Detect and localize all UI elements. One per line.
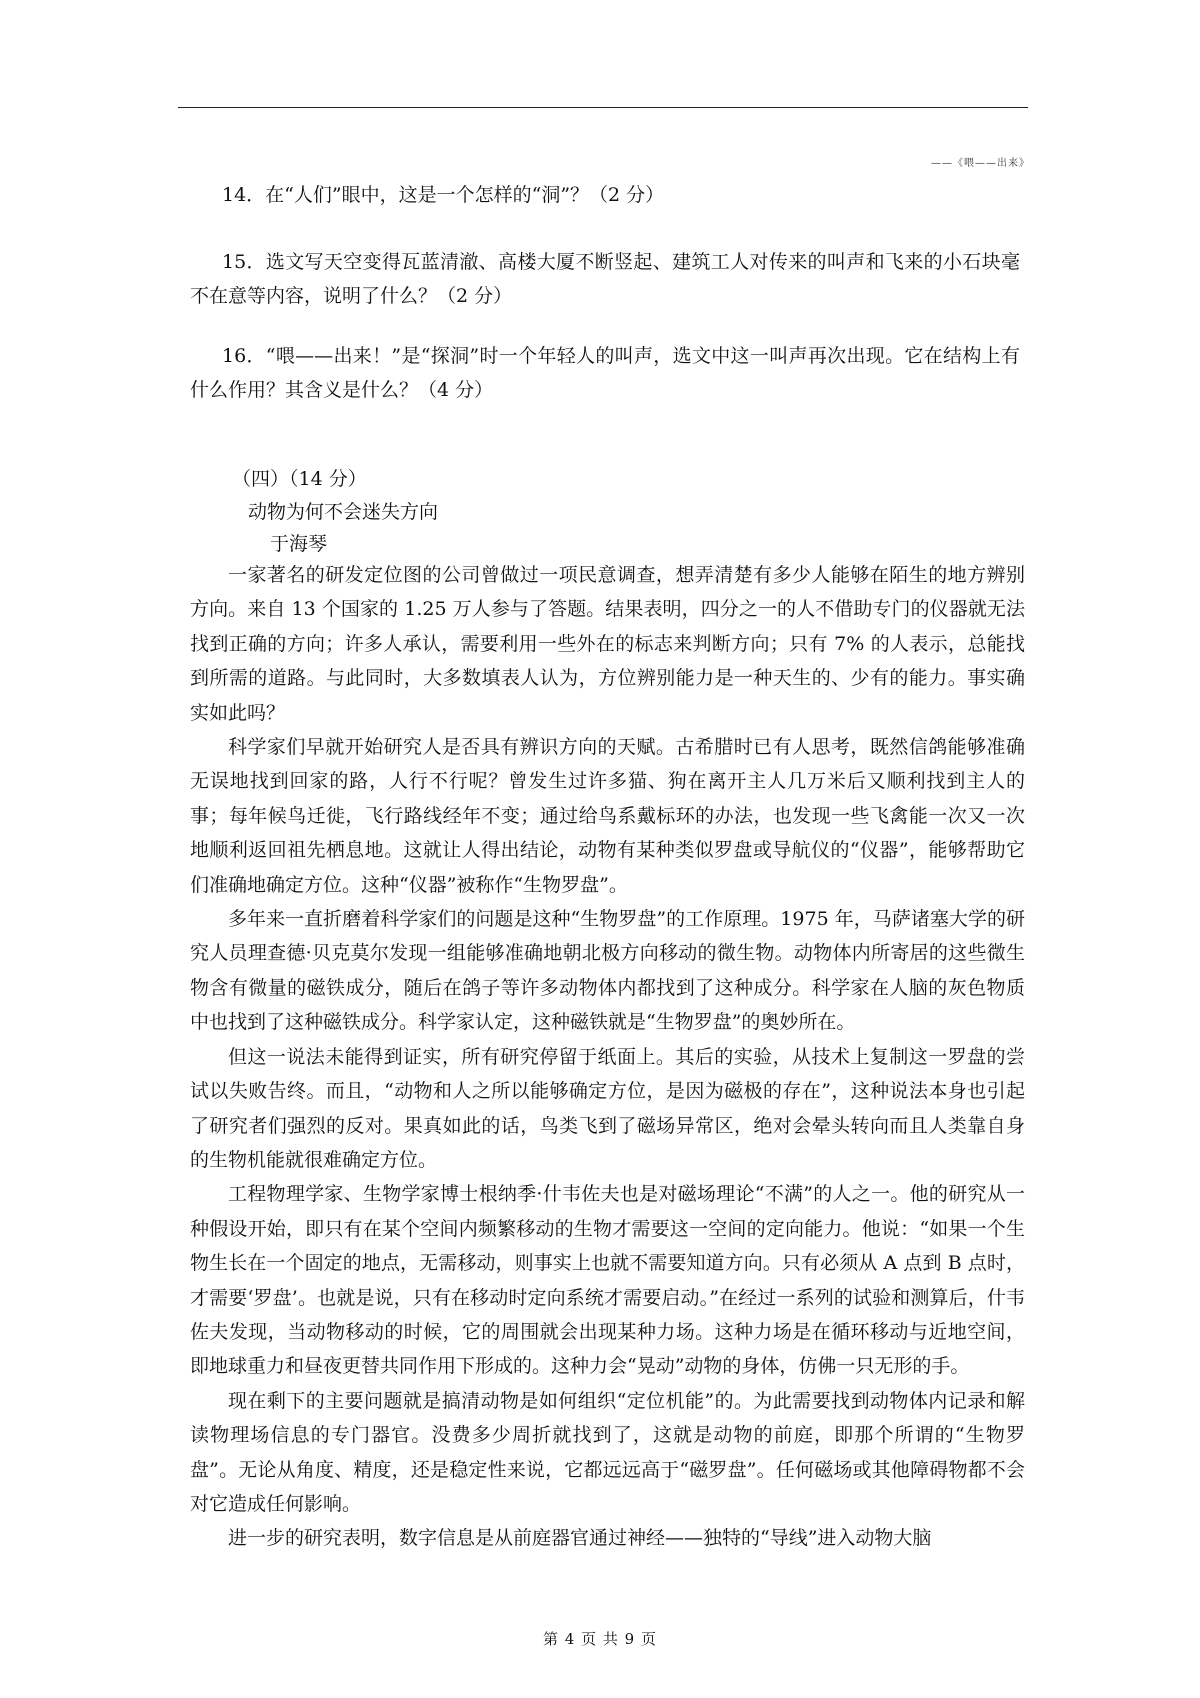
- section-heading: （四）（14 分）: [232, 468, 367, 490]
- paragraph: 科学家们早就开始研究人是否具有辨识方向的天赋。古希腊时已有人思考，既然信鸽能够准确无误地找到回家的路，人行不行呢？曾发生过许多猫、狗在离开主人几万米后又顺利找到主人的事；每年候鸟迁徙，飞行路线经年不变；通过给鸟系戴标环的办法，也发现一些飞禽能一次又一次地顺利返回祖先栖息地。这就让人得出结论，动物有某种类似罗盘或导航仪的“仪器”，能够帮助它们准确地确定方位。这种“仪器”被称作“生物罗盘”。: [190, 736, 1025, 896]
- question-15: 15．选文写天空变得瓦蓝清澈、高楼大厦不断竖起、建筑工人对传来的叫声和飞来的小石块毫不在意等内容，说明了什么？（2 分）: [190, 251, 1020, 307]
- paragraph: 但这一说法未能得到证实，所有研究停留于纸面上。其后的实验，从技术上复制这一罗盘的尝试以失败告终。而且，“动物和人之所以能够确定方位，是因为磁极的存在”，这种说法本身也引起了研究者们强烈的反对。果真如此的话，鸟类飞到了磁场异常区，绝对会晕头转向而且人类靠自身的生物机能就很难确定方位。: [190, 1045, 1025, 1171]
- article-author: 于海琴: [270, 533, 328, 555]
- article-body: [190, 558, 1025, 1556]
- article-title: 动物为何不会迷失方向: [248, 501, 439, 523]
- question-14: 14．在“人们”眼中，这是一个怎样的“洞”？（2 分）: [222, 184, 665, 206]
- paragraph: 一家著名的研发定位图的公司曾做过一项民意调查，想弄清楚有多少人能够在陌生的地方辨别方向。来自 13 个国家的 1.25 万人参与了答题。结果表明，四分之一的人不借助专门的仪器就无法找到正确的方向；许多人承认，需要利用一些外在的标志来判断方向；只有 7% 的人表示，总能找到所需的道路。与此同时，大多数填表人认为，方位辨别能力是一种天生的、少有的能力。事实确实如此吗？: [190, 564, 1025, 724]
- question-16: 16．“喂——出来！”是“探洞”时一个年轻人的叫声，选文中这一叫声再次出现。它在结构上有什么作用？其含义是什么？（4 分）: [190, 345, 1020, 401]
- paragraph: 工程物理学家、生物学家博士根纳季·什韦佐夫也是对磁场理论“不满”的人之一。他的研究从一种假设开始，即只有在某个空间内频繁移动的生物才需要这一空间的定向能力。他说：“如果一个生物生长在一个固定的地点，无需移动，则事实上也就不需要知道方向。只有必须从 A 点到 B 点时，才需要‘罗盘’。也就是说，只有在移动时定向系统才需要启动。”在经过一系列的试验和测算后，什韦佐夫发现，当动物移动的时候，它的周围就会出现某种力场。这种力场是在循环移动与近地空间，即地球重力和昼夜更替共同作用下形成的。这种力会“晃动”动物的身体，仿佛一只无形的手。: [190, 1183, 1025, 1378]
- paragraph: 现在剩下的主要问题就是搞清动物是如何组织“定位机能”的。为此需要找到动物体内记录和解读物理场信息的专门器官。没费多少周折就找到了，这就是动物的前庭，即那个所谓的“生物罗盘”。无论从角度、精度，还是稳定性来说，它都远远高于“磁罗盘”。任何磁场或其他障碍物都不会对它造成任何影响。: [190, 1389, 1025, 1515]
- page-number: 第 4 页 共 9 页: [543, 1630, 657, 1648]
- header-rule: [178, 107, 1028, 108]
- paragraph: 多年来一直折磨着科学家们的问题是这种“生物罗盘”的工作原理。1975 年，马萨诸塞大学的研究人员理查德·贝克莫尔发现一组能够准确地朝北极方向移动的微生物。动物体内所寄居的这些微生物含有微量的磁铁成分，随后在鸽子等许多动物体内都找到了这种成分。科学家在人脑的灰色物质中也找到了这种磁铁成分。科学家认定，这种磁铁就是“生物罗盘”的奥妙所在。: [190, 908, 1025, 1034]
- source-attribution: ——《喂——出来》: [931, 158, 1030, 169]
- paragraph: 进一步的研究表明，数字信息是从前庭器官通过神经——独特的“导线”进入动物大脑: [228, 1527, 932, 1550]
